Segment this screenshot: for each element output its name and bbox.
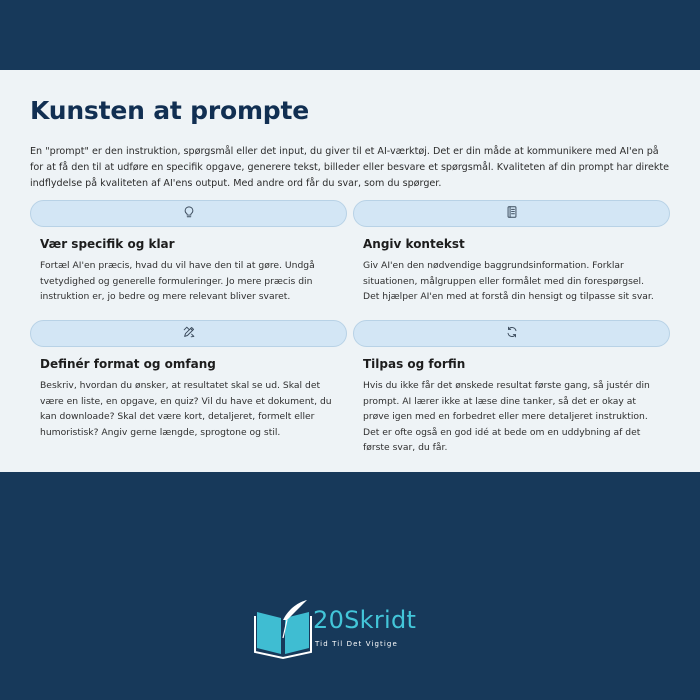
pencil-ruler-icon xyxy=(182,324,196,343)
tips-grid xyxy=(30,200,670,453)
tip-body: Hvis du ikke får det ønskede resultat første gang, så justér din prompt. AI lærer ikke at læse dine tanker, så det er okay at prøve igen med en forbedret eller mere detaljeret instruktion. Det er ofte også en god idé at bede om en uddybning af det første svar, du får. xyxy=(363,380,650,453)
tip-card-format xyxy=(30,320,347,440)
content-panel xyxy=(0,70,700,472)
logo-wordmark: 20Skridt xyxy=(313,606,417,634)
tip-card-specific xyxy=(30,200,347,320)
tip-body: Beskriv, hvordan du ønsker, at resultatet skal se ud. Skal det være en liste, en opgave, en quiz? Vil du have et dokument, du kan downloade? Skal det være kort, detaljeret, formelt eller humoristisk? Angiv gerne længde, sprogtone og stil. xyxy=(40,380,332,438)
tip-body: Giv AI'en den nødvendige baggrundsinformation. Forklar situationen, målgruppen eller formålet med din forespørgsel. Det hjælper AI'en med at forstå din hensigt og tilpasse sit svar. xyxy=(363,260,654,302)
logo-tagline: Tid Til Det Vigtige xyxy=(315,640,398,648)
tip-title: Definér format og omfang xyxy=(40,357,216,371)
tip-card-refine xyxy=(353,320,670,453)
document-icon xyxy=(505,204,519,223)
tip-icon-pill xyxy=(353,200,670,227)
brand-logo xyxy=(253,598,423,660)
tip-card-context xyxy=(353,200,670,320)
tip-title: Tilpas og forfin xyxy=(363,357,466,371)
tip-body: Fortæl AI'en præcis, hvad du vil have den til at gøre. Undgå tvetydighed og generelle formuleringer. Jo mere præcis din instruktion er, jo bedre og mere relevant bliver svaret. xyxy=(40,260,315,302)
tip-icon-pill xyxy=(30,200,347,227)
intro-paragraph: En "prompt" er den instruktion, spørgsmål eller det input, du giver til et AI-værktøj. Det er din måde at kommunikere med AI'en på for at få den til at udføre en specifik opgave, generere tekst, billeder eller besvare et spørgsmål. Kvaliteten af din prompt har direkte indflydelse på kvaliteten af AI'ens output. Med andre ord får du svar, som du spørger. xyxy=(30,146,670,189)
refresh-icon xyxy=(505,324,519,343)
tip-icon-pill xyxy=(353,320,670,347)
tip-title: Vær specifik og klar xyxy=(40,237,175,251)
tip-title: Angiv kontekst xyxy=(363,237,465,251)
tip-icon-pill xyxy=(30,320,347,347)
top-band xyxy=(0,0,700,70)
page-title: Kunsten at prompte xyxy=(30,96,309,125)
lightbulb-icon xyxy=(182,204,196,223)
